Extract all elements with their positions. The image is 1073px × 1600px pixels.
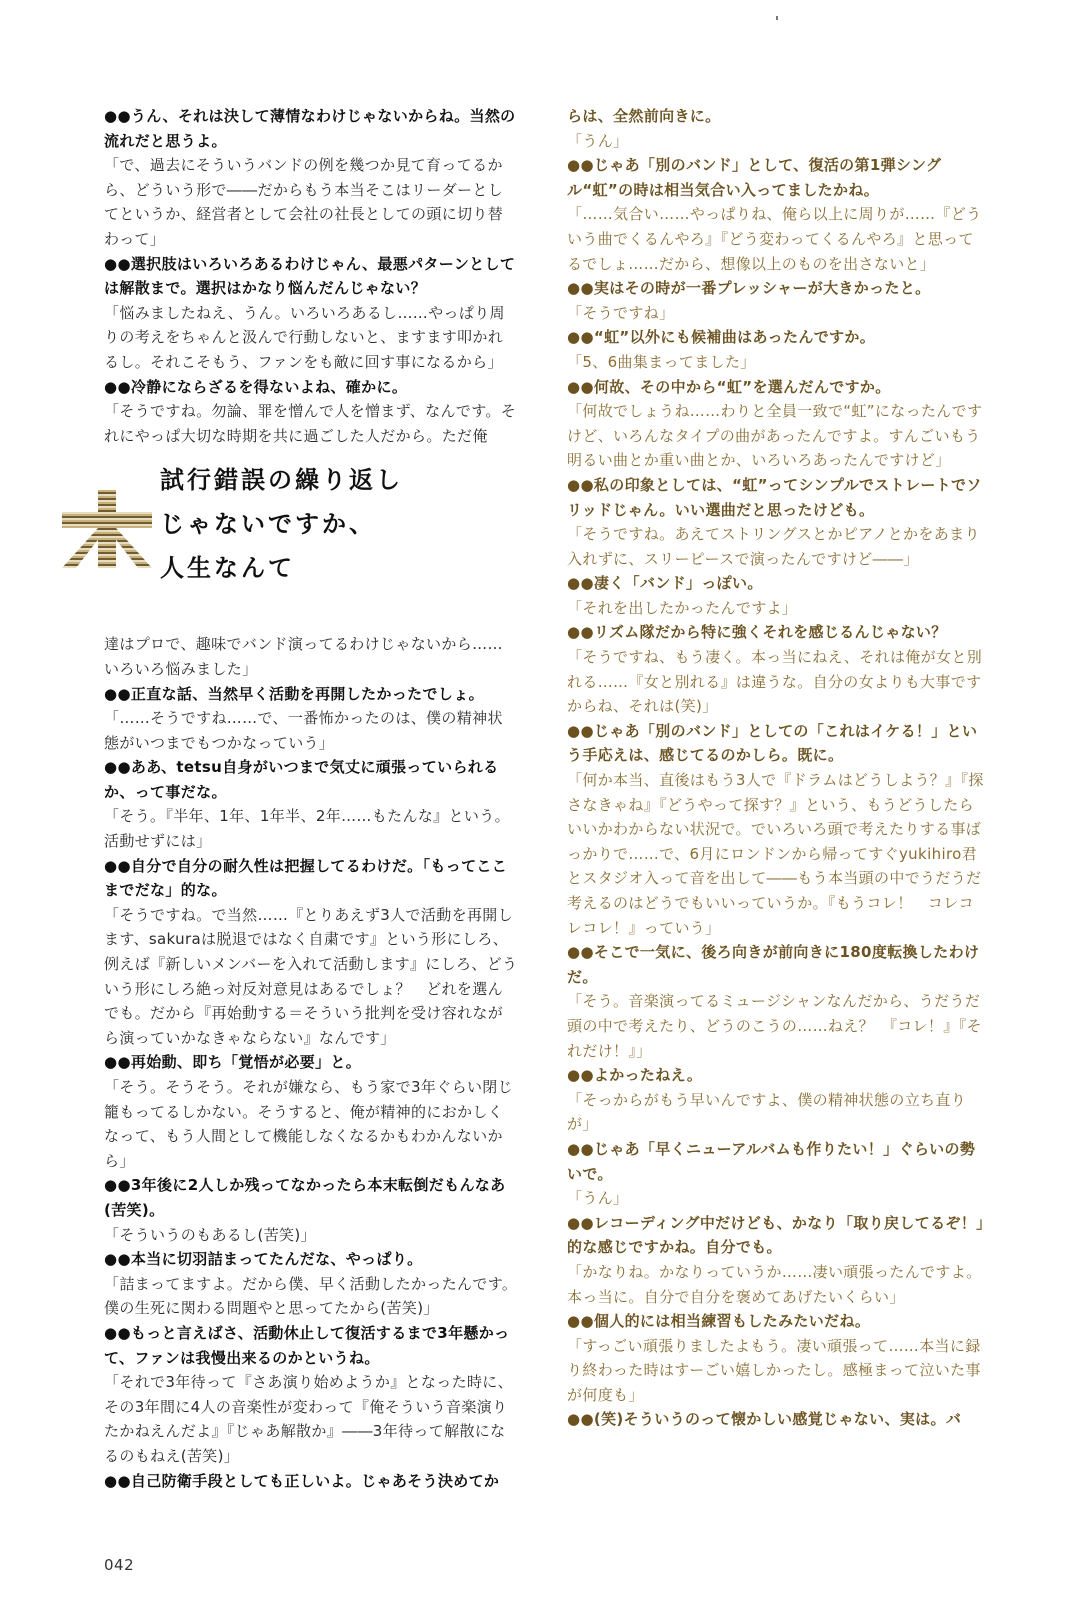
interviewee-answer: 「詰まってますよ。だから僕、早く活動したかったんです。僕の生死に関わる問題やと思ってたから(苦笑)」 xyxy=(104,1274,518,1318)
headline-line: じゃないですか、 xyxy=(160,510,376,539)
interviewee-answer: 「それで3年待って『さあ演り始めようか』となった時に、その3年間に4人の音楽性が変わって『俺そういう音楽演りたかねえんだよ』『じゃあ解散か』――3年待って解散になるのもねえ(苦笑)」 xyxy=(104,1373,513,1465)
interviewee-answer: 「5、6曲集まってました」 xyxy=(567,352,756,371)
interviewee-answer: 「……気合い……やっぱりね、俺ら以上に周りが……『どういう曲でくるんやろ』『どう変わってくるんやろ』と思ってるでしょ……だから、想像以上のものを出さないと」 xyxy=(567,205,982,273)
interviewee-answer: 「何故でしょうね……わりと全員一致で“虹”になったんですけど、いろんなタイプの曲があったんですよ。すんごいもう明るい曲とか重い曲とか、いろいろあったんですけど」 xyxy=(567,402,983,470)
interviewer-question: ●●選択肢はいろいろあるわけじゃん、最悪パターンとしては解散まで。選択はかなり悩んだんじゃない？ xyxy=(104,254,516,298)
interviewer-question: ●●よかったねえ。 xyxy=(567,1066,703,1085)
interviewer-question: ●●じゃあ「別のバンド」として、復活の第1弾シングル“虹”の時は相当気合い入ってましたかね。 xyxy=(567,156,942,199)
interviewer-question: ●●リズム隊だから特に強くそれを感じるんじゃない？ xyxy=(567,623,947,642)
interviewer-question: ●●冷静にならざるを得ないよね、確かに。 xyxy=(104,377,408,396)
interviewer-question: ●●凄く「バンド」っぽい。 xyxy=(567,574,763,593)
interviewer-question: ●●ああ、tetsu自身がいつまで気丈に頑張っていられるか、って事だな。 xyxy=(104,758,499,801)
interviewee-answer: 「そういうのもあるし(苦笑)」 xyxy=(104,1225,316,1244)
interviewee-answer: 「そうですね。あえてストリングスとかピアノとかをあまり入れずに、スリーピースで演ったんですけど――」 xyxy=(567,525,980,568)
right-column xyxy=(567,104,989,1432)
interviewee-answer: 「そうですね。勿論、罪を憎んで人を憎まず、なんです。それにやっぱ大切な時期を共に過ごした人だから。ただ俺 xyxy=(104,402,517,445)
left-column-top-text xyxy=(104,104,518,448)
interviewer-question: ●●じゃあ「別のバンド」としての「これはイケる！」という手応えは、感じてるのかしら。既に。 xyxy=(567,721,978,765)
interviewer-question: ●●本当に切羽詰まってたんだな、やっぱり。 xyxy=(104,1250,423,1269)
interviewee-answer: 「すっごい頑張りましたよもう。凄い頑張って……本当に録り終わった時はすーごい嬉しかったし。感極まって泣いた事が何度も」 xyxy=(567,1336,981,1404)
interviewer-question: ●●3年後に2人しか残ってなかったら本末転倒だもんなあ(苦笑)。 xyxy=(104,1176,506,1219)
headline-line: 人生なんて xyxy=(160,554,295,583)
interviewee-answer: 「悩みましたねえ、うん。いろいろあるし……やっぱり周りの考えをちゃんと汲んで行動しないと、ますます叩かれるし。それこそもう、ファンをも敵に回す事になるから」 xyxy=(104,303,505,371)
interviewer-question: ●●正直な話、当然早く活動を再開したかったでしょ。 xyxy=(104,684,484,703)
interviewee-answer: 「うん」 xyxy=(567,131,629,150)
headline-title xyxy=(160,458,403,590)
page-number: 042 xyxy=(104,1556,135,1574)
headline-ornament-icon xyxy=(62,490,152,568)
interviewer-question: ●●うん、それは決して薄情なわけじゃないからね。当然の流れだと思うよ。 xyxy=(104,107,516,150)
interviewee-answer: 「かなりね。かなりっていうか……凄い頑張ったんですよ。本っ当に。自分で自分を褒めてあげたいくらい」 xyxy=(567,1262,982,1306)
interviewer-question: ●●私の印象としては、“虹”ってシンプルでストレートでソリッドじゃん。いい選曲だと思ったけども。 xyxy=(567,475,982,519)
headline-block xyxy=(104,454,518,624)
interviewer-question: ●●もっと言えばさ、活動休止して復活するまで3年懸かって、ファンは我慢出来るのかというね。 xyxy=(104,1323,510,1367)
interviewer-question: ●●そこで一気に、後ろ向きが前向きに180度転換したわけだ。 xyxy=(567,943,980,986)
interviewee-answer: 「そう。『半年、1年、1年半、2年……もたんな』という。活動せずには」 xyxy=(104,807,510,851)
interviewer-question: ●●“虹”以外にも候補曲はあったんですか。 xyxy=(567,328,876,347)
left-column xyxy=(104,104,518,1493)
interviewer-question: ●●自己防衛手段としても正しいよ。じゃあそう決めてか xyxy=(104,1471,500,1490)
headline-line: 試行錯誤の繰り返し xyxy=(160,466,403,495)
interviewer-question: ●●じゃあ「早くニューアルバムも作りたい！」ぐらいの勢いで。 xyxy=(567,1139,976,1183)
interviewee-answer: 達はプロで、趣味でバンド演ってるわけじゃないから……いろいろ悩みました」 xyxy=(104,635,503,678)
interviewee-answer: 「そうですね。で当然……『とりあえず3人で活動を再開します、sakuraは脱退ではなく自粛です』という形にしろ、例えば『新しいメンバーを入れて活動します』にしろ、どういう形にしろ絶っ対反対意見はあるでしょ？ どれを選んでも。だから『再始動する＝そういう批判を受け容れながら演っていかなきゃならない』なんです」 xyxy=(104,905,518,1047)
interviewee-answer: 「それを出したかったんですよ」 xyxy=(567,598,798,617)
interviewee-answer: 「そうですね」 xyxy=(567,303,675,322)
interviewer-question: ●●何故、その中から“虹”を選んだんですか。 xyxy=(567,377,891,396)
interviewee-answer: 「何か本当、直後はもう3人で『ドラムはどうしよう？』『探さなきゃね』『どうやって探す？』という、もうどうしたらいいかわからない状況で。でいろいろ頭で考えたりする事ばっかりで……で、6月にロンドンから帰ってすぐyukihiro君とスタジオ入って音を出して――もう本当頭の中でうだうだ考えるのはどうでもいいっていうか。『もうコレ！ コレコレコレ！』っていう」 xyxy=(567,771,984,937)
interviewer-question: ●●再始動、即ち「覚悟が必要」と。 xyxy=(104,1053,362,1072)
interviewer-question: ●●実はその時が一番プレッシャーが大きかったと。 xyxy=(567,279,931,298)
interviewer-question: ●●レコーディング中だけども、かなり「取り戻してるぞ！」的な感じですかね。自分でも。 xyxy=(567,1213,984,1257)
right-column-text xyxy=(567,104,989,1432)
interviewee-answer: 「で、過去にそういうバンドの例を幾つか見て育ってるから、どういう形で――だからもう本当そこはリーダーとしてというか、経営者として会社の社長としての頭に切り替わって」 xyxy=(104,156,504,248)
interviewee-answer: 「……そうですね……で、一番怖かったのは、僕の精神状態がいつまでもつかなっていう」 xyxy=(104,709,503,752)
interviewer-question: ●●(笑)そういうのって懐かしい感覚じゃない、実は。バ xyxy=(567,1410,962,1429)
interviewer-question: らは、全然前向きに。 xyxy=(567,107,721,125)
interviewer-question: ●●自分で自分の耐久性は把握してるわけだ。「もってここまでだな」的な。 xyxy=(104,856,508,900)
interviewee-answer: 「そう。そうそう。それが嫌なら、もう家で3年ぐらい閉じ籠もってるしかない。そうすると、俺が精神的におかしくなって、もう人間として機能しなくなるかもわかんないから」 xyxy=(104,1078,513,1170)
interviewee-answer: 「そう。音楽演ってるミュージシャンなんだから、うだうだ頭の中で考えたり、どうのこうの……ねえ？ 『コレ！』『それだけ！』」 xyxy=(567,992,982,1060)
interviewee-answer: 「そうですね、もう凄く。本っ当にねえ、それは俺が女と別れる……『女と別れる』は違うな。自分の女よりも大事ですからね、それは(笑)」 xyxy=(567,648,983,716)
interviewee-answer: 「そっからがもう早いんですよ、僕の精神状態の立ち直りが」 xyxy=(567,1090,967,1134)
interviewer-question: ●●個人的には相当練習もしたみたいだね。 xyxy=(567,1312,871,1331)
left-column-bottom-text xyxy=(104,632,518,1493)
interviewee-answer: 「うん」 xyxy=(567,1189,629,1208)
corner-mark xyxy=(776,16,778,20)
